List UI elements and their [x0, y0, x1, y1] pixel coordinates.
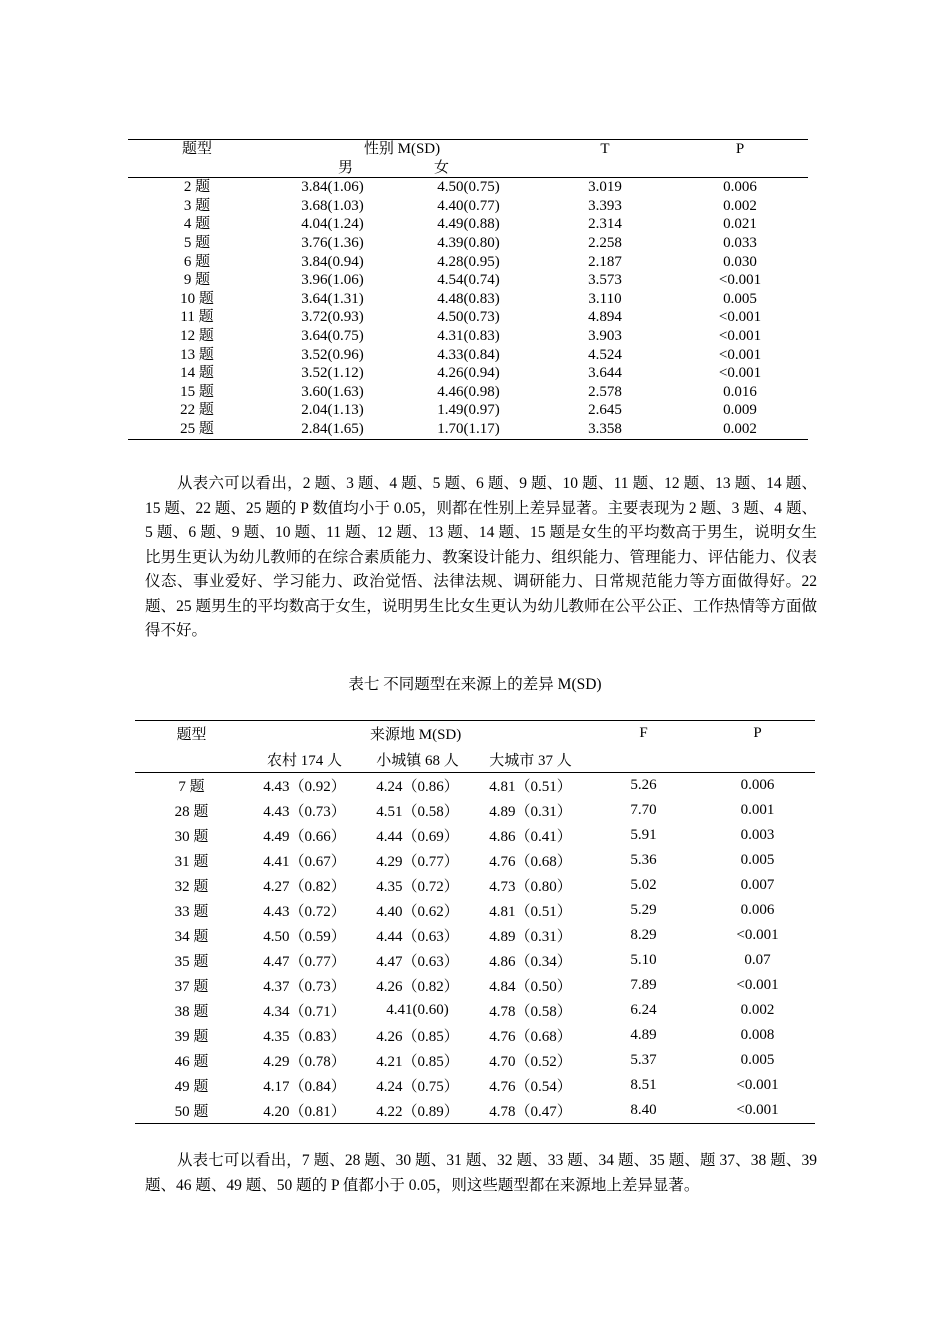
header-male: 男 — [266, 159, 399, 178]
cell-t: 3.358 — [538, 420, 672, 439]
cell-city: 4.76（0.54） — [489, 1079, 572, 1095]
cell-female: 4.49(0.88) — [437, 216, 500, 233]
cell-town: 4.51（0.58） — [376, 804, 459, 820]
cell-f: 8.51 — [630, 1077, 657, 1093]
table-row — [135, 848, 815, 873]
cell-t: 2.645 — [588, 402, 622, 419]
table-row — [135, 948, 815, 973]
cell-rural: 4.34（0.71） — [263, 1004, 346, 1020]
cell-rural: 4.43（0.92） — [263, 779, 346, 795]
cell-q: 33 题 — [174, 904, 209, 920]
cell-p: 0.005 — [740, 852, 775, 868]
cell-female: 4.39(0.80) — [437, 234, 500, 251]
cell-city: 4.76（0.68） — [489, 854, 572, 870]
cell-p: 0.030 — [723, 253, 757, 270]
cell-t: 2.578 — [588, 383, 622, 400]
cell-f: 5.10 — [630, 952, 657, 968]
cell-city: 4.86（0.34） — [489, 954, 572, 970]
cell-p: 0.009 — [723, 402, 757, 419]
cell-p: 0.005 — [723, 290, 757, 307]
cell-rural: 4.50（0.59） — [263, 929, 346, 945]
cell-q: 34 题 — [174, 929, 209, 945]
cell-q: 38 题 — [174, 1004, 209, 1020]
cell-f: 5.36 — [630, 852, 657, 868]
table7-caption: 表七 不同题型在来源上的差异 M(SD) — [348, 676, 602, 693]
table-row — [128, 346, 808, 365]
cell-p: 0.016 — [723, 383, 757, 400]
cell-town: 4.26（0.85） — [376, 1029, 459, 1045]
table-row — [128, 308, 808, 327]
cell-town: 4.44（0.69） — [376, 829, 459, 845]
cell-q: 3 题 — [183, 197, 211, 214]
cell-town: 4.41(0.60) — [386, 1002, 449, 1018]
cell-q: 13 题 — [180, 346, 214, 363]
cell-q: 28 题 — [174, 804, 209, 820]
cell-town: 4.21（0.85） — [376, 1054, 459, 1070]
cell-male: 3.72(0.93) — [301, 309, 364, 326]
header-city: 大城市 37 人 — [474, 746, 587, 773]
cell-p: 0.006 — [723, 179, 757, 196]
cell-q: 15 题 — [180, 383, 214, 400]
cell-city: 4.73（0.80） — [489, 879, 572, 895]
cell-q: 30 题 — [174, 829, 209, 845]
cell-p: <0.001 — [718, 365, 762, 382]
table-row — [128, 271, 808, 290]
cell-male: 3.52(1.12) — [301, 365, 364, 382]
header-female: 女 — [399, 159, 538, 178]
cell-male: 3.96(1.06) — [301, 272, 364, 289]
cell-f: 6.24 — [630, 1002, 657, 1018]
cell-t: 3.019 — [588, 179, 622, 196]
table-row — [135, 773, 815, 799]
cell-t: 3.110 — [588, 290, 622, 307]
table-origin-differences — [135, 720, 815, 1124]
header-p: P — [700, 721, 815, 747]
table-row — [135, 798, 815, 823]
cell-q: 11 题 — [180, 309, 214, 326]
cell-male: 3.84(1.06) — [301, 179, 364, 196]
cell-f: 8.40 — [587, 1098, 700, 1124]
paragraph-table6-analysis: 从表六可以看出，2 题、3 题、4 题、5 题、6 题、9 题、10 题、11 题、12 题、13 题、14 题、15 题、22 题、25 题的 P 数值均小于 0.05，则都在性别上差异显著。主要表现为 2 题、3 题、4 题、5 题、6 题、9 题、10 题、11 题、12 题、13 题、14 题、15 题是女生的平均数高于男生，说明女生比男生更认为幼儿教师的在综合素质能力、教案设计能力、组织能力、管理能力、评估能力、仪表仪态、事业爱好、学习能力、政治觉悟、法律法规、调研能力、日常规范能力等方面做得好。22 题、25 题男生的平均数高于女生，说明男生比女生更认为幼儿教师在公平公正、工作热情等方面做得不好。 — [145, 475, 817, 639]
cell-q: 25 题 — [128, 420, 266, 439]
cell-city: 4.81（0.51） — [489, 904, 572, 920]
table-row — [135, 923, 815, 948]
cell-female: 4.50(0.73) — [437, 309, 500, 326]
cell-rural: 4.29（0.78） — [263, 1054, 346, 1070]
header-f: F — [587, 721, 700, 747]
cell-rural: 4.37（0.73） — [263, 979, 346, 995]
table-row — [128, 178, 808, 197]
cell-q: 32 题 — [174, 879, 209, 895]
cell-t: 3.573 — [588, 272, 622, 289]
table-row — [128, 234, 808, 253]
table-row — [135, 1023, 815, 1048]
cell-p: 0.008 — [740, 1027, 775, 1043]
cell-rural: 4.35（0.83） — [263, 1029, 346, 1045]
cell-q: 9 题 — [183, 272, 211, 289]
cell-town: 4.29（0.77） — [376, 854, 459, 870]
cell-p: <0.001 — [736, 927, 779, 943]
cell-q: 14 题 — [180, 365, 214, 382]
cell-rural: 4.17（0.84） — [263, 1079, 346, 1095]
cell-p: <0.001 — [736, 1077, 779, 1093]
cell-p: <0.001 — [718, 327, 762, 344]
cell-town: 4.26（0.82） — [376, 979, 459, 995]
cell-rural: 4.43（0.72） — [263, 904, 346, 920]
header-question-type: 题型 — [128, 140, 266, 159]
table-row — [128, 197, 808, 216]
cell-male: 3.68(1.03) — [301, 197, 364, 214]
cell-rural: 4.49（0.66） — [263, 829, 346, 845]
cell-p: 0.007 — [740, 877, 775, 893]
cell-q: 35 题 — [174, 954, 209, 970]
cell-p: 0.006 — [740, 902, 775, 918]
cell-male: 2.04(1.13) — [301, 402, 364, 419]
cell-q: 2 题 — [183, 179, 211, 196]
cell-p: 0.002 — [723, 197, 757, 214]
cell-male: 3.64(0.75) — [301, 327, 364, 344]
header-question-type: 题型 — [135, 721, 248, 747]
cell-p: 0.07 — [744, 952, 771, 968]
cell-female: 4.33(0.84) — [437, 346, 500, 363]
cell-p: <0.001 — [718, 309, 762, 326]
cell-f: 8.29 — [630, 927, 657, 943]
header-t: T — [538, 140, 672, 159]
cell-rural: 4.47（0.77） — [263, 954, 346, 970]
cell-f: 5.26 — [630, 777, 657, 793]
cell-p: 0.001 — [740, 802, 775, 818]
cell-city: 4.84（0.50） — [489, 979, 572, 995]
cell-q: 12 题 — [180, 327, 214, 344]
cell-f: 5.37 — [630, 1052, 657, 1068]
cell-t: 2.258 — [588, 234, 622, 251]
table-row — [135, 873, 815, 898]
cell-female: 4.46(0.98) — [437, 383, 500, 400]
cell-q: 5 题 — [183, 234, 211, 251]
cell-city: 4.89（0.31） — [489, 804, 572, 820]
table-gender-differences — [128, 139, 808, 440]
cell-city: 4.81（0.51） — [489, 779, 572, 795]
cell-p: 0.021 — [723, 216, 757, 233]
cell-p: <0.001 — [718, 272, 762, 289]
cell-female: 4.50(0.75) — [437, 179, 500, 196]
cell-q: 49 题 — [174, 1079, 209, 1095]
cell-rural: 4.43（0.73） — [263, 804, 346, 820]
cell-male: 3.52(0.96) — [301, 346, 364, 363]
cell-male: 2.84(1.65) — [266, 420, 399, 439]
table-row — [135, 1073, 815, 1098]
cell-male: 3.84(0.94) — [301, 253, 364, 270]
cell-f: 4.89 — [630, 1027, 657, 1043]
table-row — [128, 383, 808, 402]
table-row — [135, 823, 815, 848]
cell-male: 3.60(1.63) — [301, 383, 364, 400]
cell-f: 5.02 — [630, 877, 657, 893]
cell-p: 0.005 — [740, 1052, 775, 1068]
cell-male: 3.76(1.36) — [301, 234, 364, 251]
cell-city: 4.89（0.31） — [489, 929, 572, 945]
cell-city: 4.86（0.41） — [489, 829, 572, 845]
table-row — [128, 327, 808, 346]
table-row — [135, 1048, 815, 1073]
header-gender-group: 性别 M(SD) — [266, 140, 538, 159]
cell-town: 4.35（0.72） — [376, 879, 459, 895]
cell-q: 50 题 — [135, 1098, 248, 1124]
header-town: 小城镇 68 人 — [361, 746, 474, 773]
cell-t: 3.903 — [588, 327, 622, 344]
table-row — [135, 998, 815, 1023]
cell-female: 1.49(0.97) — [437, 402, 500, 419]
cell-f: 7.70 — [630, 802, 657, 818]
table-row — [135, 898, 815, 923]
cell-rural: 4.20（0.81） — [248, 1098, 361, 1124]
table-row — [128, 420, 808, 439]
header-p: P — [672, 140, 808, 159]
cell-q: 6 题 — [183, 253, 211, 270]
cell-town: 4.24（0.75） — [376, 1079, 459, 1095]
cell-p: 0.006 — [740, 777, 775, 793]
cell-male: 4.04(1.24) — [301, 216, 364, 233]
cell-rural: 4.41（0.67） — [263, 854, 346, 870]
cell-t: 3.393 — [588, 197, 622, 214]
cell-q: 46 题 — [174, 1054, 209, 1070]
cell-q: 22 题 — [180, 402, 214, 419]
cell-town: 4.24（0.86） — [376, 779, 459, 795]
cell-town: 4.44（0.63） — [376, 929, 459, 945]
cell-town: 4.22（0.89） — [361, 1098, 474, 1124]
cell-t: 2.187 — [588, 253, 622, 270]
header-rural: 农村 174 人 — [248, 746, 361, 773]
cell-female: 4.31(0.83) — [437, 327, 500, 344]
cell-q: 31 题 — [174, 854, 209, 870]
cell-female: 4.40(0.77) — [437, 197, 500, 214]
cell-city: 4.76（0.68） — [489, 1029, 572, 1045]
table-row — [135, 973, 815, 998]
cell-p: 0.002 — [740, 1002, 775, 1018]
table-row — [128, 290, 808, 309]
cell-t: 3.644 — [588, 365, 622, 382]
header-origin-group: 来源地 M(SD) — [248, 721, 587, 747]
cell-p: <0.001 — [700, 1098, 815, 1124]
cell-f: 7.89 — [630, 977, 657, 993]
cell-q: 39 题 — [174, 1029, 209, 1045]
cell-f: 5.91 — [630, 827, 657, 843]
cell-q: 7 题 — [178, 779, 205, 795]
cell-p: 0.003 — [740, 827, 775, 843]
cell-female: 4.28(0.95) — [437, 253, 500, 270]
cell-rural: 4.27（0.82） — [263, 879, 346, 895]
cell-p: <0.001 — [718, 346, 762, 363]
table-row — [128, 401, 808, 420]
table-row — [135, 1098, 815, 1124]
cell-city: 4.78（0.47） — [474, 1098, 587, 1124]
cell-t: 4.524 — [588, 346, 622, 363]
cell-q: 37 题 — [174, 979, 209, 995]
cell-t: 2.314 — [588, 216, 622, 233]
cell-city: 4.78（0.58） — [489, 1004, 572, 1020]
cell-q: 4 题 — [183, 216, 211, 233]
cell-female: 4.48(0.83) — [437, 290, 500, 307]
cell-male: 3.64(1.31) — [301, 290, 364, 307]
table-row — [128, 253, 808, 272]
table-row — [128, 364, 808, 383]
cell-p: 0.002 — [672, 420, 808, 439]
cell-p: 0.033 — [723, 234, 757, 251]
cell-p: <0.001 — [736, 977, 779, 993]
cell-q: 10 题 — [180, 290, 214, 307]
cell-f: 5.29 — [630, 902, 657, 918]
cell-female: 1.70(1.17) — [399, 420, 538, 439]
cell-t: 4.894 — [588, 309, 622, 326]
cell-town: 4.47（0.63） — [376, 954, 459, 970]
table-row — [128, 215, 808, 234]
cell-female: 4.26(0.94) — [437, 365, 500, 382]
paragraph-table7-analysis: 从表七可以看出，7 题、28 题、30 题、31 题、32 题、33 题、34 题、35 题、题 37、38 题、39 题、46 题、49 题、50 题的 P 值都小于 0.05，则这些题型都在来源地上差异显著。 — [145, 1152, 817, 1194]
cell-town: 4.40（0.62） — [376, 904, 459, 920]
cell-city: 4.70（0.52） — [489, 1054, 572, 1070]
cell-female: 4.54(0.74) — [437, 272, 500, 289]
